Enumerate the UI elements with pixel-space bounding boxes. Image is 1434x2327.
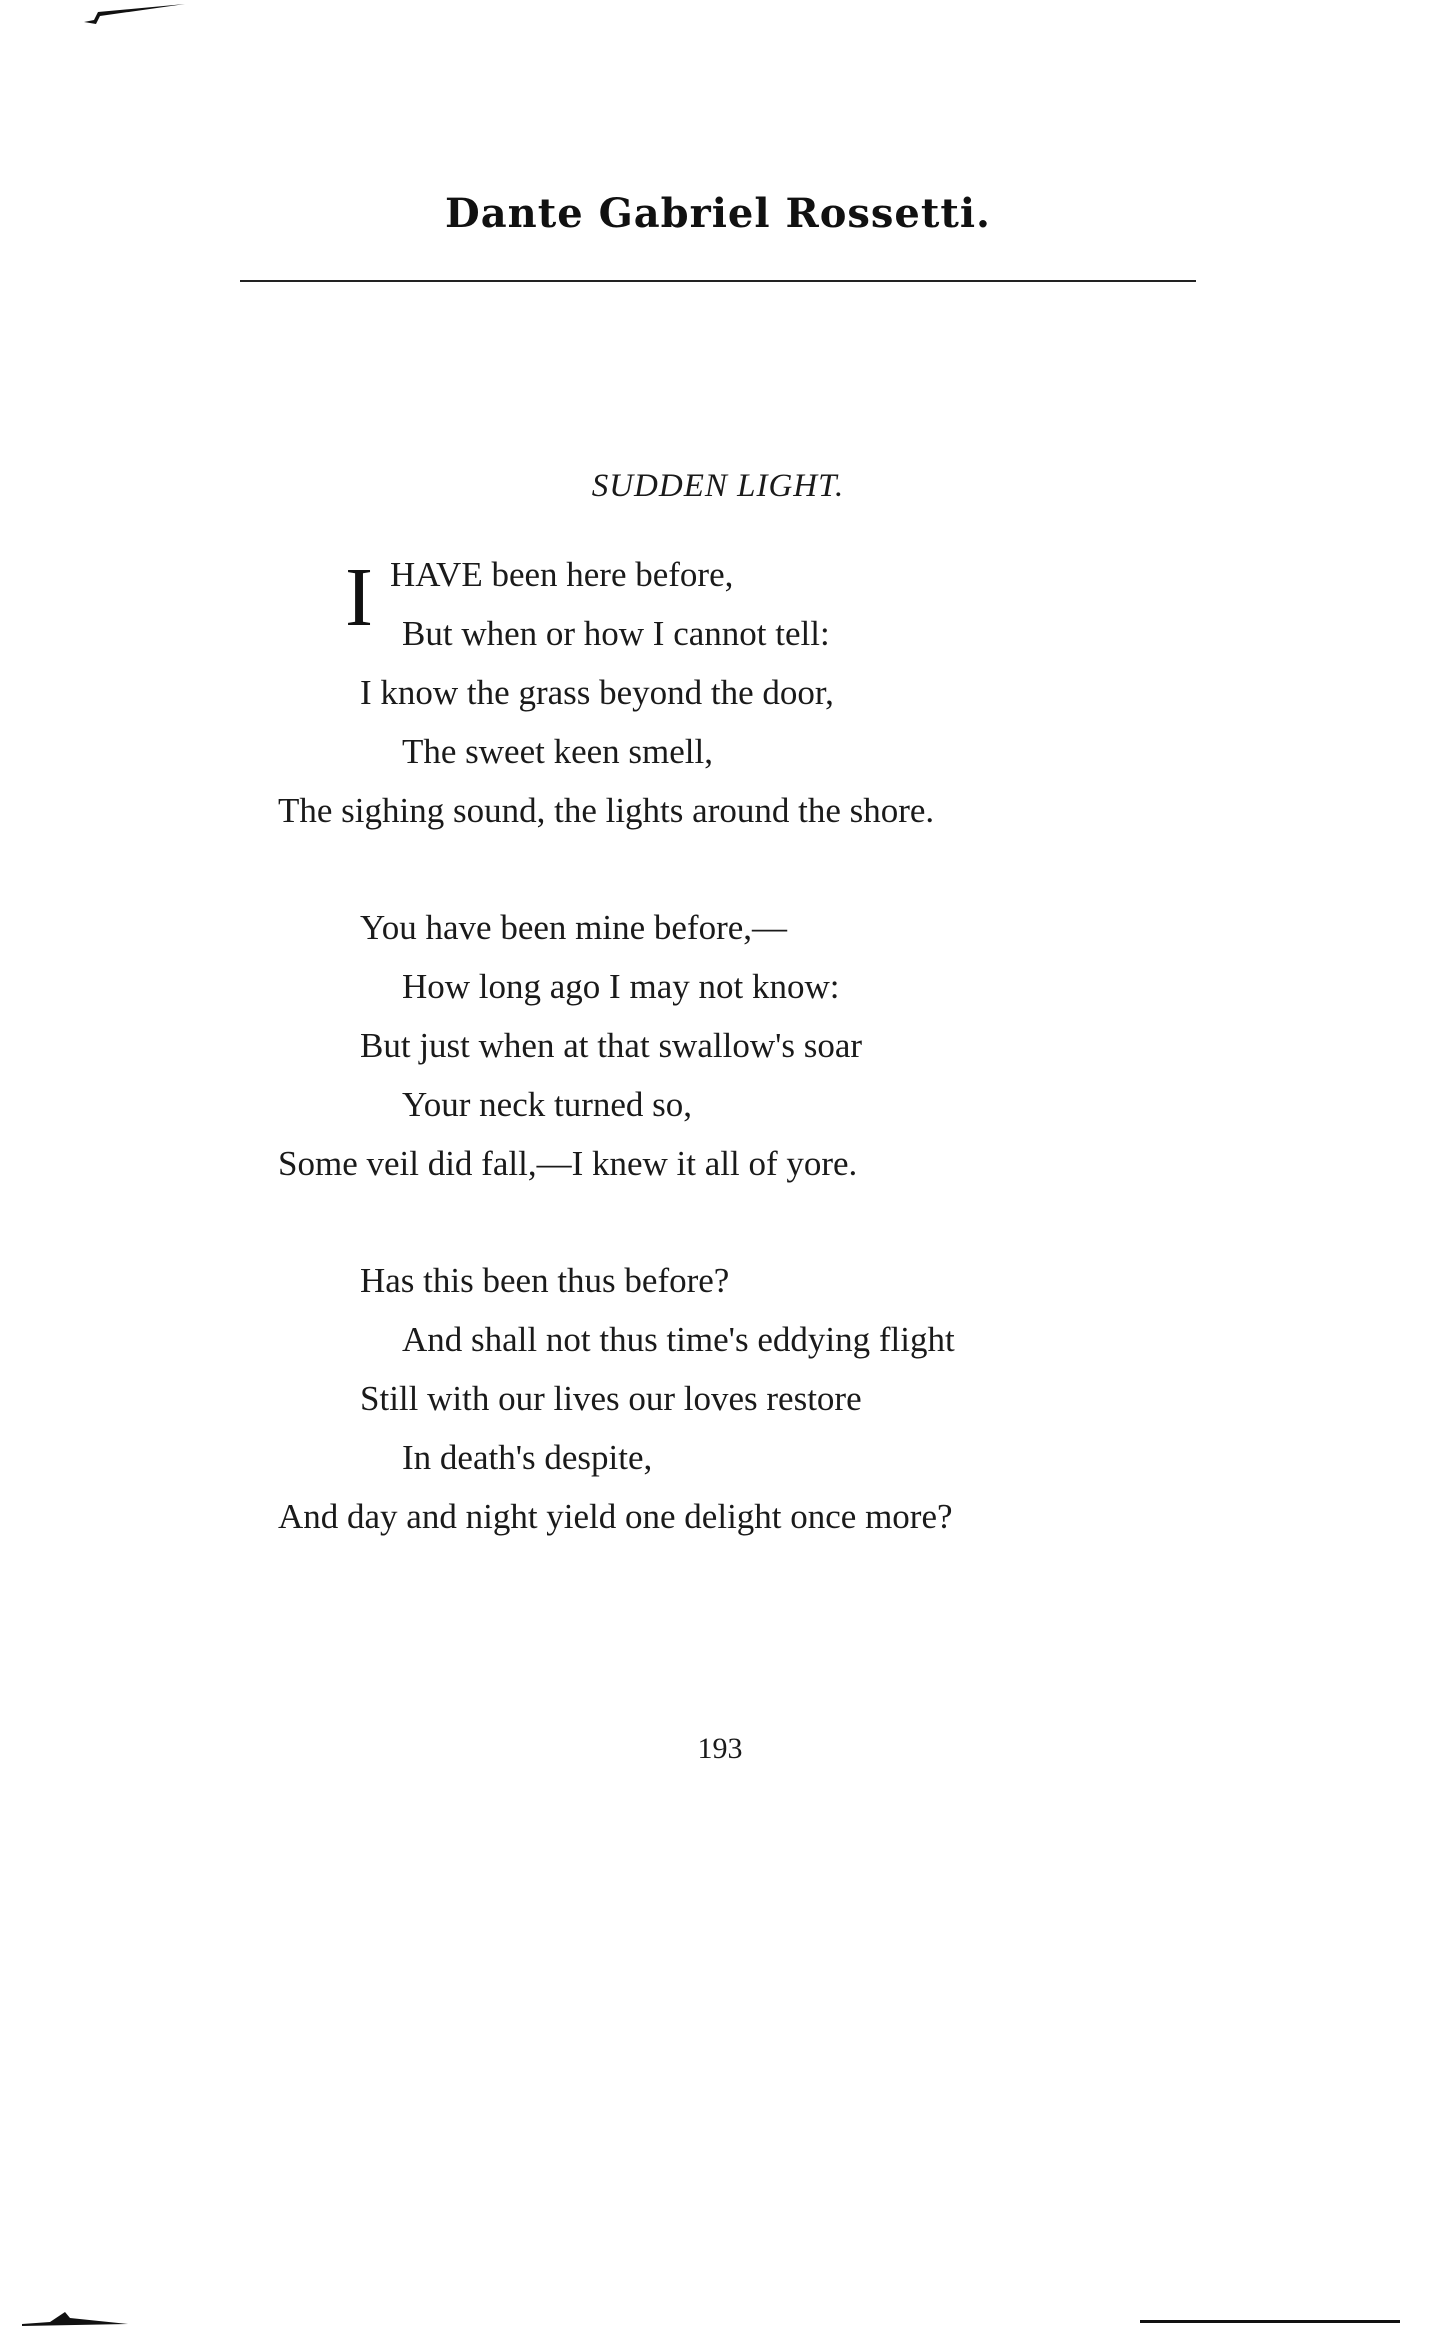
poem-line: In death's despite,	[402, 1438, 653, 1477]
poem-line: But just when at that swallow's soar	[360, 1026, 863, 1065]
poem-line: HAVE been here before,	[390, 555, 734, 594]
poem-line: Your neck turned so,	[402, 1085, 693, 1124]
poem-line: Has this been thus before?	[360, 1261, 730, 1300]
poem-line: I know the grass beyond the door,	[360, 673, 834, 712]
running-header-title: Dante Gabriel Rossetti.	[445, 190, 991, 237]
scan-edge-line	[1140, 2320, 1400, 2323]
poem-line: The sighing sound, the lights around the shore.	[278, 791, 935, 830]
scan-mark-bottom-left	[20, 2310, 130, 2327]
drop-cap: I	[345, 551, 373, 644]
page-number: 193	[697, 1732, 743, 1765]
poem-line: Some veil did fall,—I knew it all of yore.	[278, 1144, 858, 1183]
poem-line: The sweet keen smell,	[402, 732, 714, 771]
scan-mark-top-left	[80, 0, 190, 30]
poem-line: And day and night yield one delight once more?	[278, 1497, 953, 1536]
poem-line: Still with our lives our loves restore	[360, 1379, 862, 1418]
header-rule	[240, 280, 1196, 282]
poem-title: SUDDEN LIGHT.	[591, 468, 845, 504]
poem-line: And shall not thus time's eddying flight	[402, 1320, 955, 1359]
poem-line: How long ago I may not know:	[402, 967, 840, 1006]
poem-line: But when or how I cannot tell:	[402, 614, 830, 653]
poem-line: You have been mine before,—	[360, 908, 788, 947]
